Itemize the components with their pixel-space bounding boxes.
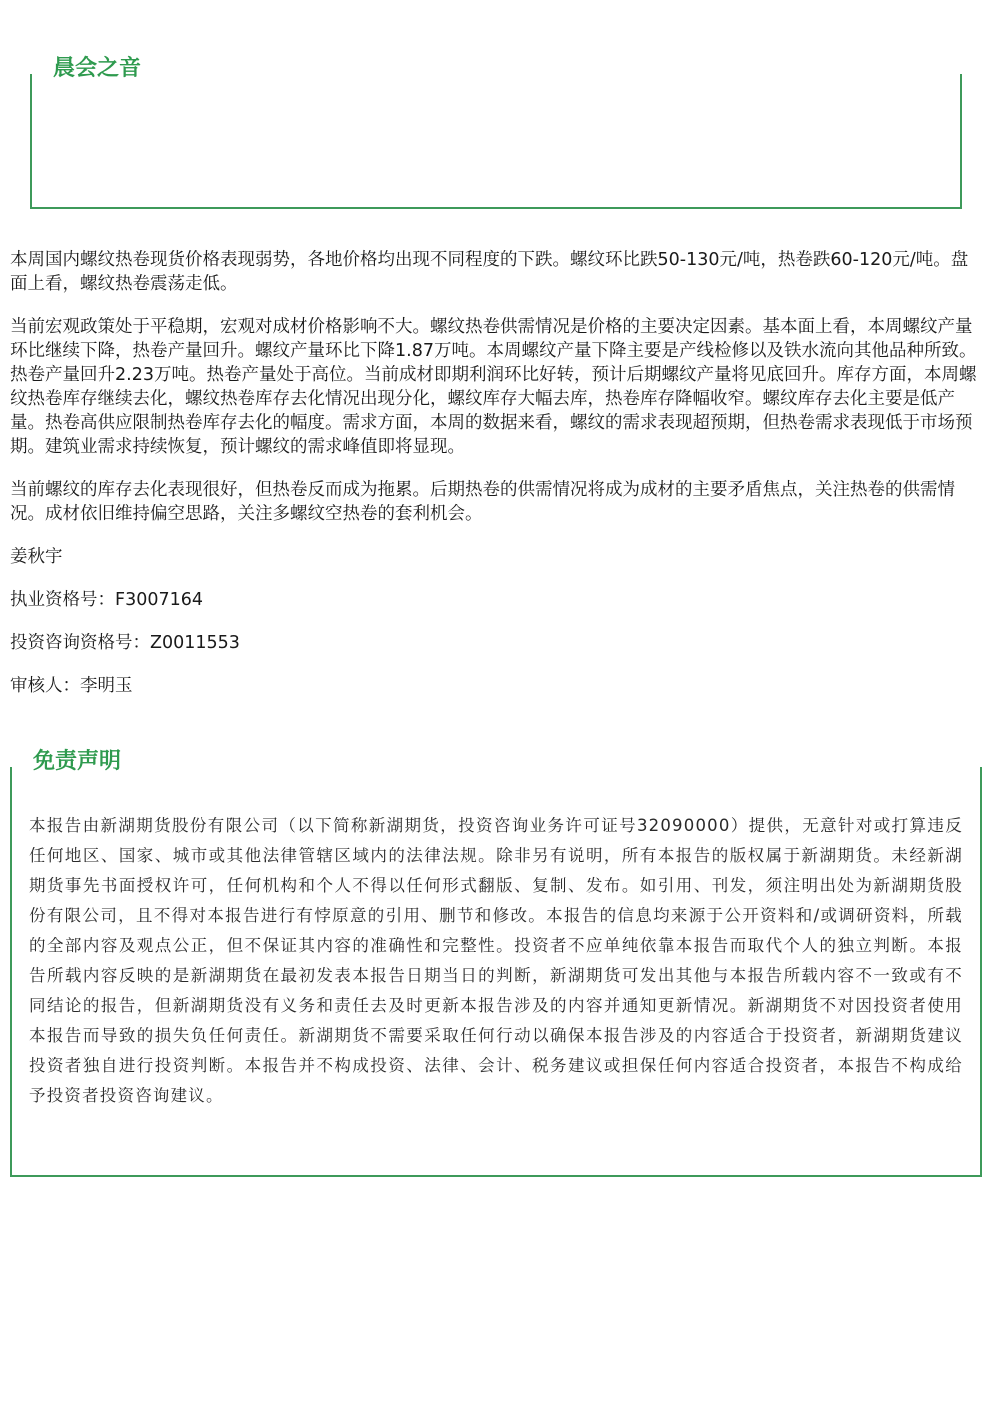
morning-section-box: [30, 74, 962, 209]
author-consult-license: 投资咨询资格号：Z0011553: [10, 633, 240, 653]
author-name: 姜秋宇: [10, 547, 63, 567]
reviewer: 审核人：李明玉: [10, 676, 133, 696]
morning-section-title: 晨会之音: [45, 54, 147, 84]
author-license: 执业资格号：F3007164: [10, 590, 204, 610]
disclaimer-title: 免责声明: [25, 747, 127, 777]
disclaimer-text: 本报告由新湖期货股份有限公司（以下简称新湖期货，投资咨询业务许可证号32090000）提供，无意针对或打算违反任何地区、国家、城市或其他法律管辖区域内的法律法规。除非另有说明，所有本报告的版权属于新湖期货。未经新湖期货事先书面授权许可，任何机构和个人不得以任何形式翻版、复制、发布。如引用、刊发，须注明出处为新湖期货股份有限公司，且不得对本报告进行有悖原意的引用、删节和修改。本报告的信息均来源于公开资料和/或调研资料，所载的全部内容及观点公正，但不保证其内容的准确性和完整性。投资者不应单纯依靠本报告而取代个人的独立判断。本报告所载内容反映的是新湖期货在最初发表本报告日期当日的判断，新湖期货可发出其他与本报告所载内容不一致或有不同结论的报告，但新湖期货没有义务和责任去及时更新本报告涉及的内容并通知更新情况。新湖期货不对因投资者使用本报告而导致的损失负任何责任。新湖期货不需要采取任何行动以确保本报告涉及的内容适合于投资者，新湖期货建议投资者独自进行投资判断。本报告并不构成投资、法律、会计、税务建议或担保任何内容适合投资者，本报告不构成给予投资者投资咨询建议。: [29, 816, 963, 1105]
report-body: [10, 248, 980, 717]
report-paragraph-3: 当前螺纹的库存去化表现很好，但热卷反而成为拖累。后期热卷的供需情况将成为成材的主要矛盾焦点，关注热卷的供需情况。成材依旧维持偏空思路，关注多螺纹空热卷的套利机会。: [10, 480, 955, 524]
report-paragraph-2: 当前宏观政策处于平稳期，宏观对成材价格影响不大。螺纹热卷供需情况是价格的主要决定因素。基本面上看，本周螺纹产量环比继续下降，热卷产量回升。螺纹产量环比下降1.87万吨。本周螺纹产量下降主要是产线检修以及铁水流向其他品种所致。热卷产量回升2.23万吨。热卷产量处于高位。当前成材即期利润环比好转，预计后期螺纹产量将见底回升。库存方面，本周螺纹热卷库存继续去化，螺纹热卷库存去化情况出现分化，螺纹库存大幅去库，热卷库存降幅收窄。螺纹库存去化主要是低产量。热卷高供应限制热卷库存去化的幅度。需求方面，本周的数据来看，螺纹的需求表现超预期，但热卷需求表现低于市场预期。建筑业需求持续恢复，预计螺纹的需求峰值即将显现。: [10, 317, 977, 457]
report-paragraph-1: 本周国内螺纹热卷现货价格表现弱势，各地价格均出现不同程度的下跌。螺纹环比跌50-130元/吨，热卷跌60-120元/吨。盘面上看，螺纹热卷震荡走低。: [10, 250, 969, 294]
